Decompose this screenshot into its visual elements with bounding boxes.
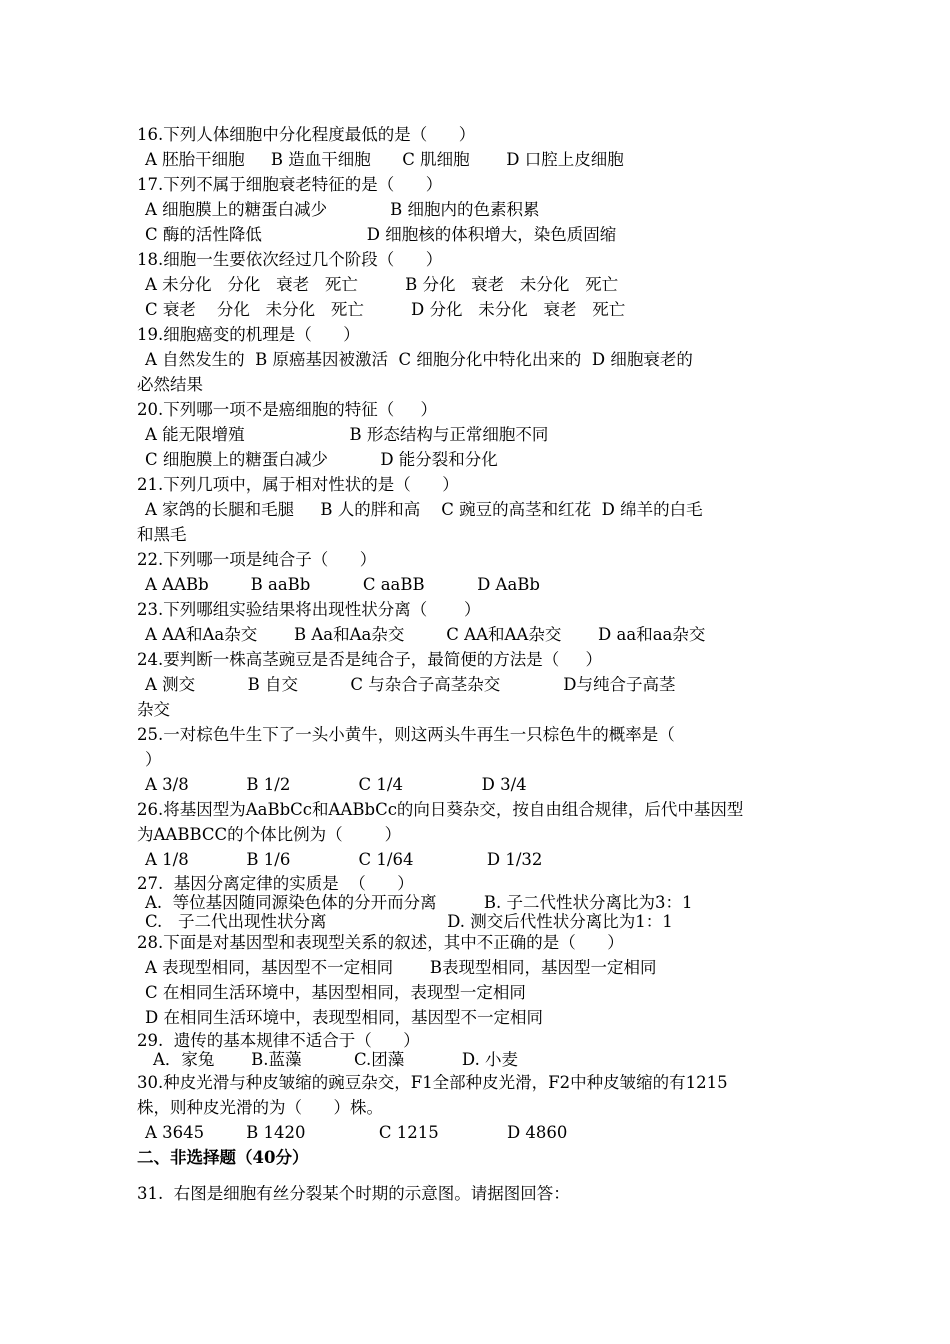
answer-options: A 3/8 B 1/2 C 1/4 D 3/4 <box>145 775 527 794</box>
question-text: 20.下列哪一项不是癌细胞的特征（ ） <box>137 400 437 419</box>
answer-options: A．家兔 B.蓝藻 C.团藻 D. 小麦 <box>153 1050 519 1069</box>
answer-options: C 酶的活性降低 D 细胞核的体积增大，染色质固缩 <box>145 225 617 244</box>
answer-options: A 未分化 分化 衰老 死亡 B 分化 衰老 未分化 死亡 <box>145 275 619 294</box>
question-text: 26.将基因型为AaBbCc和AABbCc的向日葵杂交，按自由组合规律，后代中基因型 <box>137 800 744 819</box>
question-text: 17.下列不属于细胞衰老特征的是（ ） <box>137 175 443 194</box>
answer-options: A. 等位基因随同源染色体的分开而分离 B. 子二代性状分离比为3：1 <box>145 893 693 912</box>
answer-options: A 细胞膜上的糖蛋白减少 B 细胞内的色素积累 <box>145 200 540 219</box>
section-heading: 二、非选择题（40分） <box>137 1148 309 1167</box>
question-text: 31. 右图是细胞有丝分裂某个时期的示意图。请据图回答： <box>137 1184 570 1203</box>
answer-options: 和黑毛 <box>137 525 187 544</box>
answer-options: C 在相同生活环境中，基因型相同，表现型一定相同 <box>145 983 526 1002</box>
question-text: 22.下列哪一项是纯合子（ ） <box>137 550 377 569</box>
answer-options: A 测交 B 自交 C 与杂合子高茎杂交 D与纯合子高茎 <box>145 675 676 694</box>
answer-options: A 表现型相同，基因型不一定相同 B表现型相同，基因型一定相同 <box>145 958 657 977</box>
question-text: 29. 遗传的基本规律不适合于（ ） <box>137 1031 420 1050</box>
answer-options: C 细胞膜上的糖蛋白减少 D 能分裂和分化 <box>145 450 498 469</box>
question-text: 18.细胞一生要依次经过几个阶段（ ） <box>137 250 443 269</box>
question-text: 28.下面是对基因型和表现型关系的叙述，其中不正确的是（ ） <box>137 933 624 952</box>
answer-options: A 1/8 B 1/6 C 1/64 D 1/32 <box>145 850 543 869</box>
answer-options: A 能无限增殖 B 形态结构与正常细胞不同 <box>145 425 549 444</box>
answer-options: D 在相同生活环境中，表现型相同，基因型不一定相同 <box>145 1008 543 1027</box>
answer-options: 杂交 <box>137 700 170 719</box>
question-text: 为AABBCC的个体比例为（ ） <box>137 825 402 844</box>
question-text: 27. 基因分离定律的实质是 （ ） <box>137 874 414 893</box>
answer-options: A 3645 B 1420 C 1215 D 4860 <box>145 1123 568 1142</box>
question-text: 23.下列哪组实验结果将出现性状分离（ ） <box>137 600 481 619</box>
question-text: 21.下列几项中，属于相对性状的是（ ） <box>137 475 459 494</box>
question-text: 24.要判断一株高茎豌豆是否是纯合子，最简便的方法是（ ） <box>137 650 602 669</box>
answer-options: A AABb B aaBb C aaBB D AaBb <box>145 575 540 594</box>
question-text: 30.种皮光滑与种皮皱缩的豌豆杂交，F1全部种皮光滑，F2中种皮皱缩的有1215 <box>137 1073 728 1092</box>
answer-options: A 自然发生的 B 原癌基因被激活 C 细胞分化中特化出来的 D 细胞衰老的 <box>145 350 693 369</box>
answer-options: 必然结果 <box>137 375 203 394</box>
answer-options: C. 子二代出现性状分离 D. 测交后代性状分离比为1：1 <box>145 912 673 931</box>
question-text: ） <box>145 750 162 769</box>
question-text: 株，则种皮光滑的为（ ）株。 <box>137 1098 383 1117</box>
question-text: 25.一对棕色牛生下了一头小黄牛，则这两头牛再生一只棕色牛的概率是（ <box>137 725 675 744</box>
answer-options: C 衰老 分化 未分化 死亡 D 分化 未分化 衰老 死亡 <box>145 300 626 319</box>
answer-options: A 家鸽的长腿和毛腿 B 人的胖和高 C 豌豆的高茎和红花 D 绵羊的白毛 <box>145 500 703 519</box>
question-text: 16.下列人体细胞中分化程度最低的是（ ） <box>137 125 476 144</box>
question-text: 19.细胞癌变的机理是（ ） <box>137 325 360 344</box>
answer-options: A AA和Aa杂交 B Aa和Aa杂交 C AA和AA杂交 D aa和aa杂交 <box>145 625 706 644</box>
answer-options: A 胚胎干细胞 B 造血干细胞 C 肌细胞 D 口腔上皮细胞 <box>145 150 624 169</box>
